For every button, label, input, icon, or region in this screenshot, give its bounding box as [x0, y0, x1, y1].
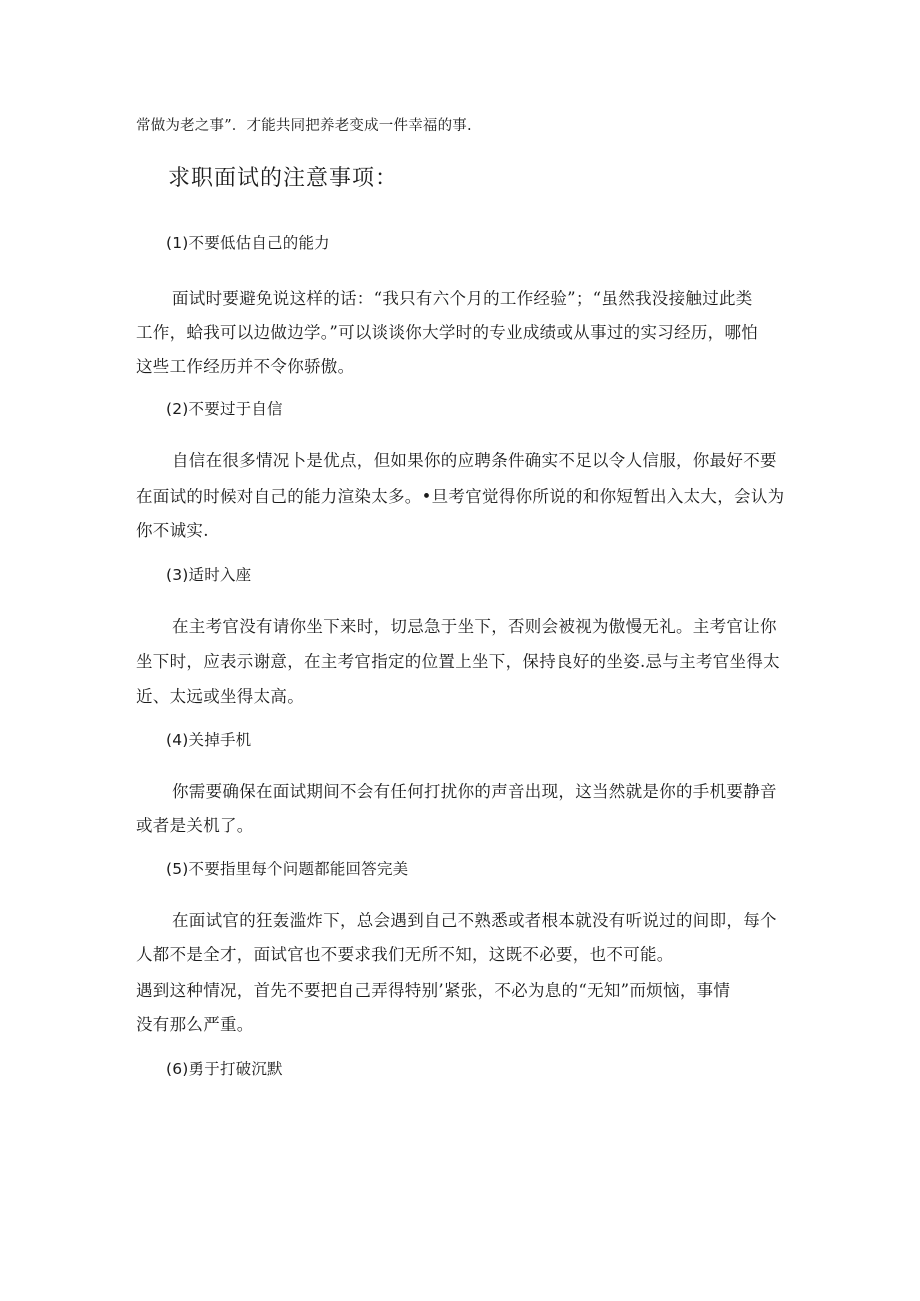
section-1-line-1: 面试时要避免说这样的话：“我只有六个月的工作经验”；“虽然我没接触过此类	[172, 289, 753, 308]
section-4-line-1: 你需要确保在面试期间不会有任何打扰你的声音出现，这当然就是你的手机要静音	[172, 782, 777, 801]
section-1-line-2: 工作，蛤我可以边做边学。”可以谈谈你大学时的专业成绩或从事过的实习经历，哪怕	[136, 323, 759, 342]
section-5-line-3: 遇到这种情况，首先不要把自己弄得特别’紧张，不必为息的“无知”而烦恼，事情	[136, 981, 731, 1000]
section-heading-2: (2)不要过于自信	[166, 400, 283, 418]
section-4-line-2: 或者是关机了。	[136, 816, 254, 835]
section-5-line-2: 人都不是全才，面试官也不要求我们无所不知，这既不必要，也不可能。	[136, 945, 674, 964]
section-5-line-4: 没有那么严重。	[136, 1015, 254, 1034]
section-3-line-1: 在主考官没有请你坐下来时，切忌急于坐下，否则会被视为傲慢无礼。主考官让你	[172, 617, 777, 636]
section-3-line-2: 坐下时，应表示谢意，在主考官指定的位置上坐下，保持良好的坐姿.忌与主考官坐得太	[136, 652, 780, 671]
section-heading-1: (1)不要低估自己的能力	[166, 234, 330, 252]
section-heading-6: (6)勇于打破沉默	[166, 1060, 283, 1078]
section-3-line-3: 近、太远或坐得太高。	[136, 687, 304, 706]
page-title: 求职面试的注意事项：	[168, 166, 399, 191]
section-5-line-1: 在面试官的狂轰滥炸下，总会遇到自己不熟悉或者根本就没有听说过的间即，每个	[172, 911, 777, 930]
section-heading-5: (5)不要指里每个问题都能回答完美	[166, 860, 409, 878]
section-2-line-1: 自信在很多情况卜是优点，但如果你的应聘条件确实不足以令人信服，你最好不要	[172, 451, 777, 470]
section-heading-3: (3)适时入座	[166, 566, 252, 584]
section-2-line-3: 你不诚实.	[136, 521, 209, 540]
lead-line: 常做为老之事”．才能共同把养老变成一件幸福的事.	[136, 118, 472, 134]
section-1-line-3: 这些工作经历并不令你骄傲。	[136, 357, 355, 376]
section-heading-4: (4)关掉手机	[166, 731, 252, 749]
section-2-line-2: 在面试的时候对自己的能力渲染太多。•旦考官觉得你所说的和你短暂出入太大，会认为	[136, 487, 785, 506]
